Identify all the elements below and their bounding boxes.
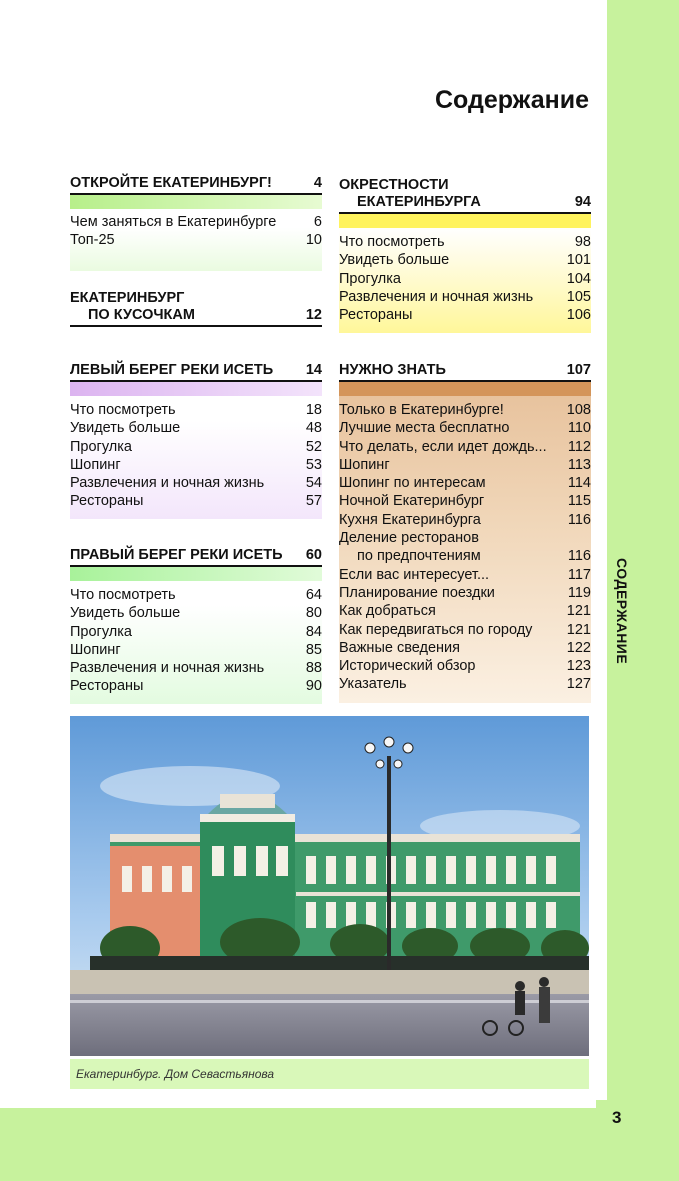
section-header: ЕКАТЕРИНБУРГ ПО КУСОЧКАМ 12 xyxy=(70,290,322,327)
toc-entry[interactable]: Развлечения и ночная жизнь 105 xyxy=(339,288,591,305)
bottom-green-bar xyxy=(0,1108,596,1181)
toc-entry[interactable]: Прогулка 52 xyxy=(70,438,322,455)
toc-section-right-bank xyxy=(70,547,322,704)
toc-entry[interactable]: Если вас интересует... 117 xyxy=(339,566,591,583)
toc-entry[interactable]: Топ-25 10 xyxy=(70,232,322,249)
section-header: ЛЕВЫЙ БЕРЕГ РЕКИ ИСЕТЬ 14 xyxy=(70,362,322,382)
toc-entry[interactable]: Лучшие места бесплатно 110 xyxy=(339,420,591,437)
toc-entry[interactable]: Как добраться 121 xyxy=(339,603,591,620)
color-band-green xyxy=(70,195,322,209)
section-header: ОКРЕСТНОСТИ ЕКАТЕРИНБУРГА 94 xyxy=(339,177,591,214)
page-number: 3 xyxy=(612,1108,622,1127)
color-band-violet xyxy=(70,382,322,396)
toc-entry[interactable]: Планирование поездки 119 xyxy=(339,584,591,601)
photo-sevastyanov-house xyxy=(70,716,589,1056)
section-items xyxy=(70,581,322,704)
toc-entry[interactable]: Что посмотреть 64 xyxy=(70,587,322,603)
toc-entry[interactable]: Что посмотреть 18 xyxy=(70,402,322,418)
toc-entry[interactable]: Важные сведения 122 xyxy=(339,639,591,656)
section-items xyxy=(339,228,591,333)
toc-entry[interactable]: Что посмотреть 98 xyxy=(339,234,591,250)
photo-caption: Екатеринбург. Дом Севастьянова xyxy=(70,1059,589,1089)
section-header: ПРАВЫЙ БЕРЕГ РЕКИ ИСЕТЬ 60 xyxy=(70,547,322,567)
toc-entry[interactable]: Деление ресторанов xyxy=(339,530,479,547)
section-items xyxy=(70,396,322,519)
section-items xyxy=(70,209,322,271)
toc-entry[interactable]: Рестораны 57 xyxy=(70,493,322,510)
toc-entry[interactable]: Увидеть больше 80 xyxy=(70,605,322,622)
toc-entry[interactable]: Что делать, если идет дождь... 112 xyxy=(339,438,591,455)
toc-entry[interactable]: Указатель 127 xyxy=(339,676,591,693)
section-items xyxy=(339,396,591,703)
page-title: Содержание xyxy=(434,86,589,114)
toc-entry[interactable]: Увидеть больше 48 xyxy=(70,420,322,437)
toc-section-need-to-know xyxy=(339,362,591,703)
toc-entry[interactable]: Прогулка 84 xyxy=(70,623,322,640)
toc-entry[interactable]: Кухня Екатеринбурга 116 xyxy=(339,511,591,528)
color-band-orange xyxy=(339,382,591,396)
toc-entry[interactable]: Рестораны 106 xyxy=(339,307,591,324)
toc-entry[interactable]: Шопинг 85 xyxy=(70,641,322,658)
toc-entry[interactable]: Шопинг 113 xyxy=(339,456,591,473)
toc-entry[interactable]: Только в Екатеринбурге! 108 xyxy=(339,402,591,418)
toc-entry[interactable]: Исторический обзор 123 xyxy=(339,658,591,675)
side-section-label: СОДЕРЖАНИЕ xyxy=(614,558,630,665)
toc-entry[interactable]: Развлечения и ночная жизнь 88 xyxy=(70,660,322,677)
toc-entry[interactable]: по предпочтениям 116 xyxy=(357,548,591,565)
toc-entry[interactable]: Рестораны 90 xyxy=(70,678,322,695)
section-header: НУЖНО ЗНАТЬ 107 xyxy=(339,362,591,382)
color-band-yellow xyxy=(339,214,591,228)
toc-entry[interactable]: Увидеть больше 101 xyxy=(339,252,591,269)
color-band-green xyxy=(70,567,322,581)
toc-entry[interactable]: Шопинг по интересам 114 xyxy=(339,475,591,492)
toc-section-pieces xyxy=(70,290,322,327)
toc-section-discover xyxy=(70,175,322,271)
section-header: ОТКРОЙТЕ ЕКАТЕРИНБУРГ! 4 xyxy=(70,175,322,195)
page-number-box xyxy=(596,1100,679,1181)
toc-entry[interactable]: Развлечения и ночная жизнь 54 xyxy=(70,475,322,492)
toc-entry[interactable]: Ночной Екатеринбург 115 xyxy=(339,493,591,510)
toc-section-surroundings xyxy=(339,177,591,333)
toc-section-left-bank xyxy=(70,362,322,519)
toc-entry[interactable]: Чем заняться в Екатеринбурге 6 xyxy=(70,214,322,230)
toc-entry[interactable]: Как передвигаться по городу 121 xyxy=(339,621,591,638)
side-green-bar xyxy=(607,0,679,1100)
toc-entry[interactable]: Прогулка 104 xyxy=(339,270,591,287)
toc-entry[interactable]: Шопинг 53 xyxy=(70,456,322,473)
